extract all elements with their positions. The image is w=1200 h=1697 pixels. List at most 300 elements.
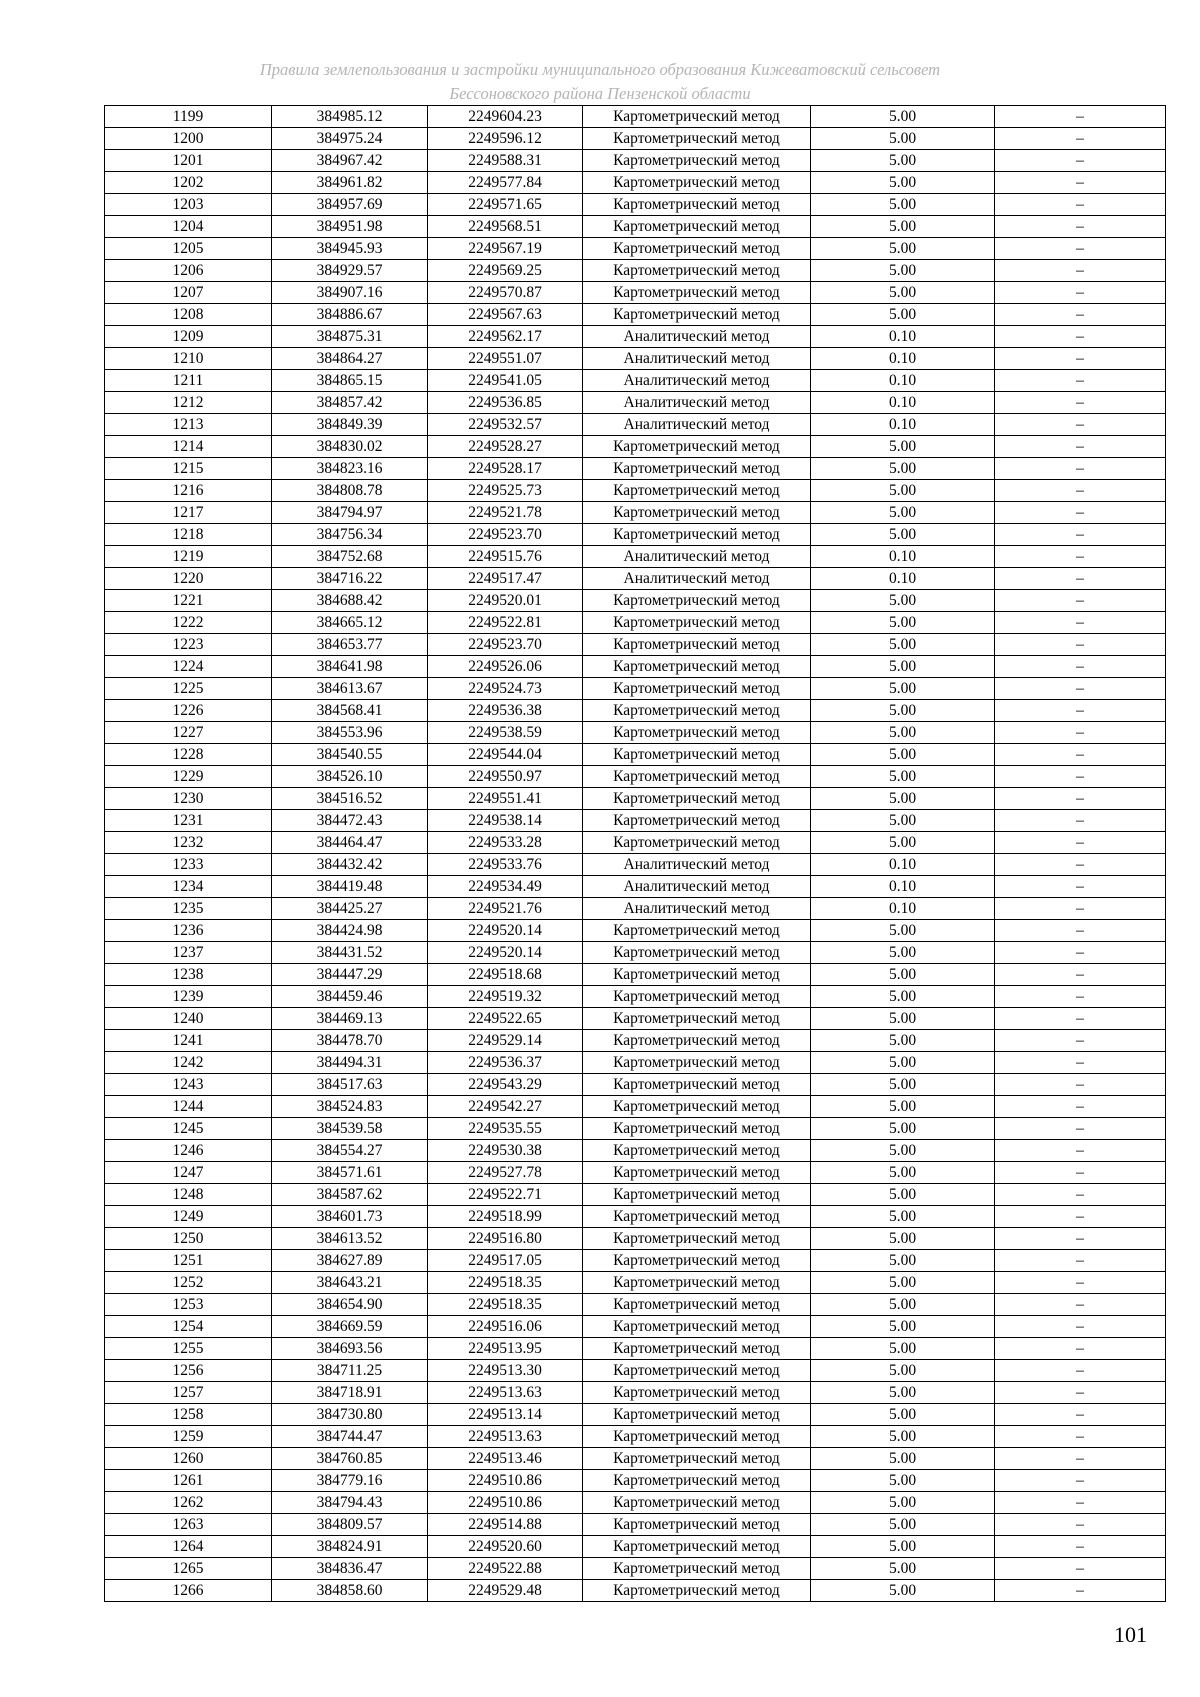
table-row [105, 1536, 1166, 1558]
remark-cell: – [995, 1250, 1166, 1272]
y-coordinate-cell: 2249518.68 [428, 964, 583, 986]
y-coordinate-cell: 2249544.04 [428, 744, 583, 766]
method-cell: Картометрический метод [583, 612, 811, 634]
accuracy-cell: 5.00 [811, 1272, 995, 1294]
header-line-2: Бессоновского района Пензенской области [449, 84, 751, 103]
table-row [105, 480, 1166, 502]
point-number-cell: 1238 [105, 964, 272, 986]
method-cell: Картометрический метод [583, 1580, 811, 1602]
method-cell: Картометрический метод [583, 1492, 811, 1514]
remark-cell: – [995, 876, 1166, 898]
x-coordinate-cell: 384478.70 [272, 1030, 428, 1052]
accuracy-cell: 0.10 [811, 348, 995, 370]
y-coordinate-cell: 2249518.99 [428, 1206, 583, 1228]
accuracy-cell: 5.00 [811, 150, 995, 172]
x-coordinate-cell: 384961.82 [272, 172, 428, 194]
point-number-cell: 1246 [105, 1140, 272, 1162]
method-cell: Аналитический метод [583, 876, 811, 898]
remark-cell: – [995, 1536, 1166, 1558]
table-row [105, 832, 1166, 854]
table-row [105, 1558, 1166, 1580]
remark-cell: – [995, 1492, 1166, 1514]
y-coordinate-cell: 2249571.65 [428, 194, 583, 216]
y-coordinate-cell: 2249517.05 [428, 1250, 583, 1272]
remark-cell: – [995, 964, 1166, 986]
remark-cell: – [995, 568, 1166, 590]
remark-cell: – [995, 1272, 1166, 1294]
point-number-cell: 1208 [105, 304, 272, 326]
table-row [105, 1360, 1166, 1382]
x-coordinate-cell: 384447.29 [272, 964, 428, 986]
table-row [105, 1250, 1166, 1272]
accuracy-cell: 5.00 [811, 282, 995, 304]
method-cell: Картометрический метод [583, 1228, 811, 1250]
method-cell: Картометрический метод [583, 1294, 811, 1316]
point-number-cell: 1257 [105, 1382, 272, 1404]
y-coordinate-cell: 2249570.87 [428, 282, 583, 304]
method-cell: Картометрический метод [583, 128, 811, 150]
x-coordinate-cell: 384794.97 [272, 502, 428, 524]
table-row [105, 150, 1166, 172]
method-cell: Аналитический метод [583, 414, 811, 436]
x-coordinate-cell: 384951.98 [272, 216, 428, 238]
accuracy-cell: 5.00 [811, 1382, 995, 1404]
table-row [105, 1426, 1166, 1448]
method-cell: Картометрический метод [583, 766, 811, 788]
remark-cell: – [995, 1338, 1166, 1360]
x-coordinate-cell: 384945.93 [272, 238, 428, 260]
remark-cell: – [995, 898, 1166, 920]
x-coordinate-cell: 384967.42 [272, 150, 428, 172]
table-row [105, 1140, 1166, 1162]
x-coordinate-cell: 384985.12 [272, 106, 428, 128]
x-coordinate-cell: 384718.91 [272, 1382, 428, 1404]
remark-cell: – [995, 502, 1166, 524]
table-row [105, 1316, 1166, 1338]
point-number-cell: 1258 [105, 1404, 272, 1426]
remark-cell: – [995, 304, 1166, 326]
remark-cell: – [995, 480, 1166, 502]
point-number-cell: 1256 [105, 1360, 272, 1382]
remark-cell: – [995, 348, 1166, 370]
table-row [105, 172, 1166, 194]
method-cell: Картометрический метод [583, 700, 811, 722]
accuracy-cell: 5.00 [811, 1074, 995, 1096]
table-row [105, 326, 1166, 348]
point-number-cell: 1252 [105, 1272, 272, 1294]
method-cell: Аналитический метод [583, 348, 811, 370]
accuracy-cell: 5.00 [811, 1140, 995, 1162]
y-coordinate-cell: 2249542.27 [428, 1096, 583, 1118]
page-number: 101 [1114, 1622, 1147, 1647]
method-cell: Картометрический метод [583, 106, 811, 128]
method-cell: Картометрический метод [583, 238, 811, 260]
method-cell: Картометрический метод [583, 1448, 811, 1470]
accuracy-cell: 5.00 [811, 304, 995, 326]
remark-cell: – [995, 1052, 1166, 1074]
table-row [105, 304, 1166, 326]
table-row [105, 458, 1166, 480]
y-coordinate-cell: 2249516.06 [428, 1316, 583, 1338]
remark-cell: – [995, 678, 1166, 700]
method-cell: Картометрический метод [583, 1030, 811, 1052]
table-row [105, 370, 1166, 392]
remark-cell: – [995, 1118, 1166, 1140]
point-number-cell: 1205 [105, 238, 272, 260]
table-row [105, 1030, 1166, 1052]
table-row [105, 238, 1166, 260]
remark-cell: – [995, 634, 1166, 656]
accuracy-cell: 5.00 [811, 1030, 995, 1052]
accuracy-cell: 5.00 [811, 1360, 995, 1382]
table-row [105, 1294, 1166, 1316]
table-row [105, 1382, 1166, 1404]
y-coordinate-cell: 2249517.47 [428, 568, 583, 590]
remark-cell: – [995, 260, 1166, 282]
point-number-cell: 1259 [105, 1426, 272, 1448]
remark-cell: – [995, 546, 1166, 568]
table-row [105, 854, 1166, 876]
coordinates-table-body [105, 106, 1166, 1602]
y-coordinate-cell: 2249529.14 [428, 1030, 583, 1052]
y-coordinate-cell: 2249515.76 [428, 546, 583, 568]
remark-cell: – [995, 656, 1166, 678]
x-coordinate-cell: 384809.57 [272, 1514, 428, 1536]
x-coordinate-cell: 384587.62 [272, 1184, 428, 1206]
table-row [105, 1074, 1166, 1096]
method-cell: Картометрический метод [583, 810, 811, 832]
accuracy-cell: 0.10 [811, 854, 995, 876]
remark-cell: – [995, 1580, 1166, 1602]
accuracy-cell: 5.00 [811, 722, 995, 744]
table-row [105, 920, 1166, 942]
accuracy-cell: 5.00 [811, 832, 995, 854]
accuracy-cell: 5.00 [811, 1294, 995, 1316]
x-coordinate-cell: 384539.58 [272, 1118, 428, 1140]
x-coordinate-cell: 384779.16 [272, 1470, 428, 1492]
remark-cell: – [995, 216, 1166, 238]
accuracy-cell: 5.00 [811, 964, 995, 986]
x-coordinate-cell: 384849.39 [272, 414, 428, 436]
accuracy-cell: 5.00 [811, 1316, 995, 1338]
remark-cell: – [995, 1404, 1166, 1426]
point-number-cell: 1249 [105, 1206, 272, 1228]
x-coordinate-cell: 384688.42 [272, 590, 428, 612]
x-coordinate-cell: 384494.31 [272, 1052, 428, 1074]
remark-cell: – [995, 326, 1166, 348]
remark-cell: – [995, 392, 1166, 414]
table-row [105, 1514, 1166, 1536]
accuracy-cell: 5.00 [811, 1404, 995, 1426]
table-row [105, 898, 1166, 920]
y-coordinate-cell: 2249529.48 [428, 1580, 583, 1602]
x-coordinate-cell: 384568.41 [272, 700, 428, 722]
y-coordinate-cell: 2249516.80 [428, 1228, 583, 1250]
point-number-cell: 1248 [105, 1184, 272, 1206]
remark-cell: – [995, 700, 1166, 722]
table-row [105, 260, 1166, 282]
table-row [105, 810, 1166, 832]
method-cell: Картометрический метод [583, 590, 811, 612]
method-cell: Картометрический метод [583, 1360, 811, 1382]
accuracy-cell: 5.00 [811, 788, 995, 810]
x-coordinate-cell: 384431.52 [272, 942, 428, 964]
remark-cell: – [995, 1360, 1166, 1382]
point-number-cell: 1218 [105, 524, 272, 546]
y-coordinate-cell: 2249520.01 [428, 590, 583, 612]
x-coordinate-cell: 384857.42 [272, 392, 428, 414]
x-coordinate-cell: 384975.24 [272, 128, 428, 150]
point-number-cell: 1222 [105, 612, 272, 634]
accuracy-cell: 5.00 [811, 1118, 995, 1140]
method-cell: Картометрический метод [583, 1382, 811, 1404]
remark-cell: – [995, 370, 1166, 392]
method-cell: Картометрический метод [583, 788, 811, 810]
table-row [105, 1184, 1166, 1206]
accuracy-cell: 5.00 [811, 810, 995, 832]
remark-cell: – [995, 744, 1166, 766]
method-cell: Картометрический метод [583, 1514, 811, 1536]
point-number-cell: 1255 [105, 1338, 272, 1360]
table-row [105, 788, 1166, 810]
accuracy-cell: 5.00 [811, 678, 995, 700]
x-coordinate-cell: 384627.89 [272, 1250, 428, 1272]
method-cell: Картометрический метод [583, 634, 811, 656]
method-cell: Картометрический метод [583, 150, 811, 172]
remark-cell: – [995, 810, 1166, 832]
remark-cell: – [995, 128, 1166, 150]
y-coordinate-cell: 2249541.05 [428, 370, 583, 392]
table-row [105, 1118, 1166, 1140]
accuracy-cell: 5.00 [811, 1558, 995, 1580]
method-cell: Картометрический метод [583, 458, 811, 480]
table-row [105, 546, 1166, 568]
table-row [105, 700, 1166, 722]
x-coordinate-cell: 384864.27 [272, 348, 428, 370]
x-coordinate-cell: 384459.46 [272, 986, 428, 1008]
x-coordinate-cell: 384875.31 [272, 326, 428, 348]
point-number-cell: 1263 [105, 1514, 272, 1536]
x-coordinate-cell: 384744.47 [272, 1426, 428, 1448]
remark-cell: – [995, 986, 1166, 1008]
method-cell: Картометрический метод [583, 1558, 811, 1580]
y-coordinate-cell: 2249550.97 [428, 766, 583, 788]
x-coordinate-cell: 384613.67 [272, 678, 428, 700]
method-cell: Картометрический метод [583, 942, 811, 964]
table-row [105, 964, 1166, 986]
table-row [105, 1206, 1166, 1228]
y-coordinate-cell: 2249534.49 [428, 876, 583, 898]
remark-cell: – [995, 1514, 1166, 1536]
accuracy-cell: 5.00 [811, 194, 995, 216]
y-coordinate-cell: 2249604.23 [428, 106, 583, 128]
x-coordinate-cell: 384469.13 [272, 1008, 428, 1030]
y-coordinate-cell: 2249513.63 [428, 1426, 583, 1448]
x-coordinate-cell: 384665.12 [272, 612, 428, 634]
point-number-cell: 1212 [105, 392, 272, 414]
y-coordinate-cell: 2249533.28 [428, 832, 583, 854]
y-coordinate-cell: 2249513.46 [428, 1448, 583, 1470]
point-number-cell: 1227 [105, 722, 272, 744]
point-number-cell: 1201 [105, 150, 272, 172]
point-number-cell: 1261 [105, 1470, 272, 1492]
y-coordinate-cell: 2249518.35 [428, 1272, 583, 1294]
table-row [105, 1492, 1166, 1514]
accuracy-cell: 5.00 [811, 1580, 995, 1602]
method-cell: Картометрический метод [583, 260, 811, 282]
x-coordinate-cell: 384464.47 [272, 832, 428, 854]
method-cell: Картометрический метод [583, 656, 811, 678]
y-coordinate-cell: 2249510.86 [428, 1470, 583, 1492]
point-number-cell: 1237 [105, 942, 272, 964]
table-row [105, 1338, 1166, 1360]
x-coordinate-cell: 384540.55 [272, 744, 428, 766]
remark-cell: – [995, 150, 1166, 172]
point-number-cell: 1209 [105, 326, 272, 348]
accuracy-cell: 5.00 [811, 1008, 995, 1030]
point-number-cell: 1236 [105, 920, 272, 942]
accuracy-cell: 0.10 [811, 898, 995, 920]
point-number-cell: 1240 [105, 1008, 272, 1030]
accuracy-cell: 0.10 [811, 876, 995, 898]
point-number-cell: 1229 [105, 766, 272, 788]
x-coordinate-cell: 384794.43 [272, 1492, 428, 1514]
table-row [105, 942, 1166, 964]
accuracy-cell: 5.00 [811, 1052, 995, 1074]
y-coordinate-cell: 2249538.14 [428, 810, 583, 832]
x-coordinate-cell: 384526.10 [272, 766, 428, 788]
accuracy-cell: 0.10 [811, 392, 995, 414]
header-line-1: Правила землепользования и застройки муниципального образования Кижеватовский сельсовет [259, 60, 941, 79]
point-number-cell: 1233 [105, 854, 272, 876]
point-number-cell: 1251 [105, 1250, 272, 1272]
point-number-cell: 1253 [105, 1294, 272, 1316]
remark-cell: – [995, 194, 1166, 216]
table-row [105, 282, 1166, 304]
method-cell: Картометрический метод [583, 1008, 811, 1030]
y-coordinate-cell: 2249568.51 [428, 216, 583, 238]
remark-cell: – [995, 1448, 1166, 1470]
remark-cell: – [995, 766, 1166, 788]
method-cell: Картометрический метод [583, 722, 811, 744]
remark-cell: – [995, 612, 1166, 634]
remark-cell: – [995, 1228, 1166, 1250]
method-cell: Картометрический метод [583, 678, 811, 700]
remark-cell: – [995, 1074, 1166, 1096]
x-coordinate-cell: 384730.80 [272, 1404, 428, 1426]
point-number-cell: 1254 [105, 1316, 272, 1338]
x-coordinate-cell: 384957.69 [272, 194, 428, 216]
point-number-cell: 1199 [105, 106, 272, 128]
coordinates-table [104, 105, 1166, 1602]
accuracy-cell: 5.00 [811, 436, 995, 458]
method-cell: Картометрический метод [583, 216, 811, 238]
point-number-cell: 1266 [105, 1580, 272, 1602]
point-number-cell: 1244 [105, 1096, 272, 1118]
accuracy-cell: 5.00 [811, 1470, 995, 1492]
table-row [105, 1096, 1166, 1118]
table-row [105, 1448, 1166, 1470]
page-header [0, 58, 1200, 106]
point-number-cell: 1239 [105, 986, 272, 1008]
x-coordinate-cell: 384824.91 [272, 1536, 428, 1558]
method-cell: Картометрический метод [583, 172, 811, 194]
y-coordinate-cell: 2249527.78 [428, 1162, 583, 1184]
x-coordinate-cell: 384432.42 [272, 854, 428, 876]
point-number-cell: 1217 [105, 502, 272, 524]
method-cell: Картометрический метод [583, 1338, 811, 1360]
remark-cell: – [995, 238, 1166, 260]
y-coordinate-cell: 2249551.41 [428, 788, 583, 810]
y-coordinate-cell: 2249528.17 [428, 458, 583, 480]
method-cell: Картометрический метод [583, 524, 811, 546]
y-coordinate-cell: 2249596.12 [428, 128, 583, 150]
x-coordinate-cell: 384858.60 [272, 1580, 428, 1602]
method-cell: Картометрический метод [583, 1052, 811, 1074]
x-coordinate-cell: 384929.57 [272, 260, 428, 282]
y-coordinate-cell: 2249519.32 [428, 986, 583, 1008]
accuracy-cell: 5.00 [811, 986, 995, 1008]
remark-cell: – [995, 172, 1166, 194]
accuracy-cell: 5.00 [811, 502, 995, 524]
accuracy-cell: 5.00 [811, 1448, 995, 1470]
method-cell: Аналитический метод [583, 370, 811, 392]
method-cell: Картометрический метод [583, 986, 811, 1008]
point-number-cell: 1225 [105, 678, 272, 700]
point-number-cell: 1211 [105, 370, 272, 392]
method-cell: Картометрический метод [583, 480, 811, 502]
x-coordinate-cell: 384716.22 [272, 568, 428, 590]
accuracy-cell: 5.00 [811, 1096, 995, 1118]
y-coordinate-cell: 2249513.30 [428, 1360, 583, 1382]
y-coordinate-cell: 2249520.14 [428, 942, 583, 964]
method-cell: Картометрический метод [583, 1536, 811, 1558]
method-cell: Картометрический метод [583, 1404, 811, 1426]
y-coordinate-cell: 2249523.70 [428, 634, 583, 656]
x-coordinate-cell: 384643.21 [272, 1272, 428, 1294]
method-cell: Аналитический метод [583, 326, 811, 348]
x-coordinate-cell: 384517.63 [272, 1074, 428, 1096]
accuracy-cell: 5.00 [811, 656, 995, 678]
y-coordinate-cell: 2249520.14 [428, 920, 583, 942]
method-cell: Картометрический метод [583, 1272, 811, 1294]
accuracy-cell: 5.00 [811, 524, 995, 546]
accuracy-cell: 5.00 [811, 612, 995, 634]
table-row [105, 744, 1166, 766]
method-cell: Картометрический метод [583, 1118, 811, 1140]
accuracy-cell: 5.00 [811, 700, 995, 722]
point-number-cell: 1219 [105, 546, 272, 568]
x-coordinate-cell: 384907.16 [272, 282, 428, 304]
accuracy-cell: 5.00 [811, 1184, 995, 1206]
y-coordinate-cell: 2249521.76 [428, 898, 583, 920]
method-cell: Картометрический метод [583, 1316, 811, 1338]
point-number-cell: 1241 [105, 1030, 272, 1052]
x-coordinate-cell: 384516.52 [272, 788, 428, 810]
y-coordinate-cell: 2249522.81 [428, 612, 583, 634]
point-number-cell: 1200 [105, 128, 272, 150]
x-coordinate-cell: 384669.59 [272, 1316, 428, 1338]
y-coordinate-cell: 2249524.73 [428, 678, 583, 700]
y-coordinate-cell: 2249528.27 [428, 436, 583, 458]
remark-cell: – [995, 1294, 1166, 1316]
table-row [105, 392, 1166, 414]
remark-cell: – [995, 590, 1166, 612]
y-coordinate-cell: 2249569.25 [428, 260, 583, 282]
table-row [105, 348, 1166, 370]
remark-cell: – [995, 414, 1166, 436]
y-coordinate-cell: 2249522.88 [428, 1558, 583, 1580]
